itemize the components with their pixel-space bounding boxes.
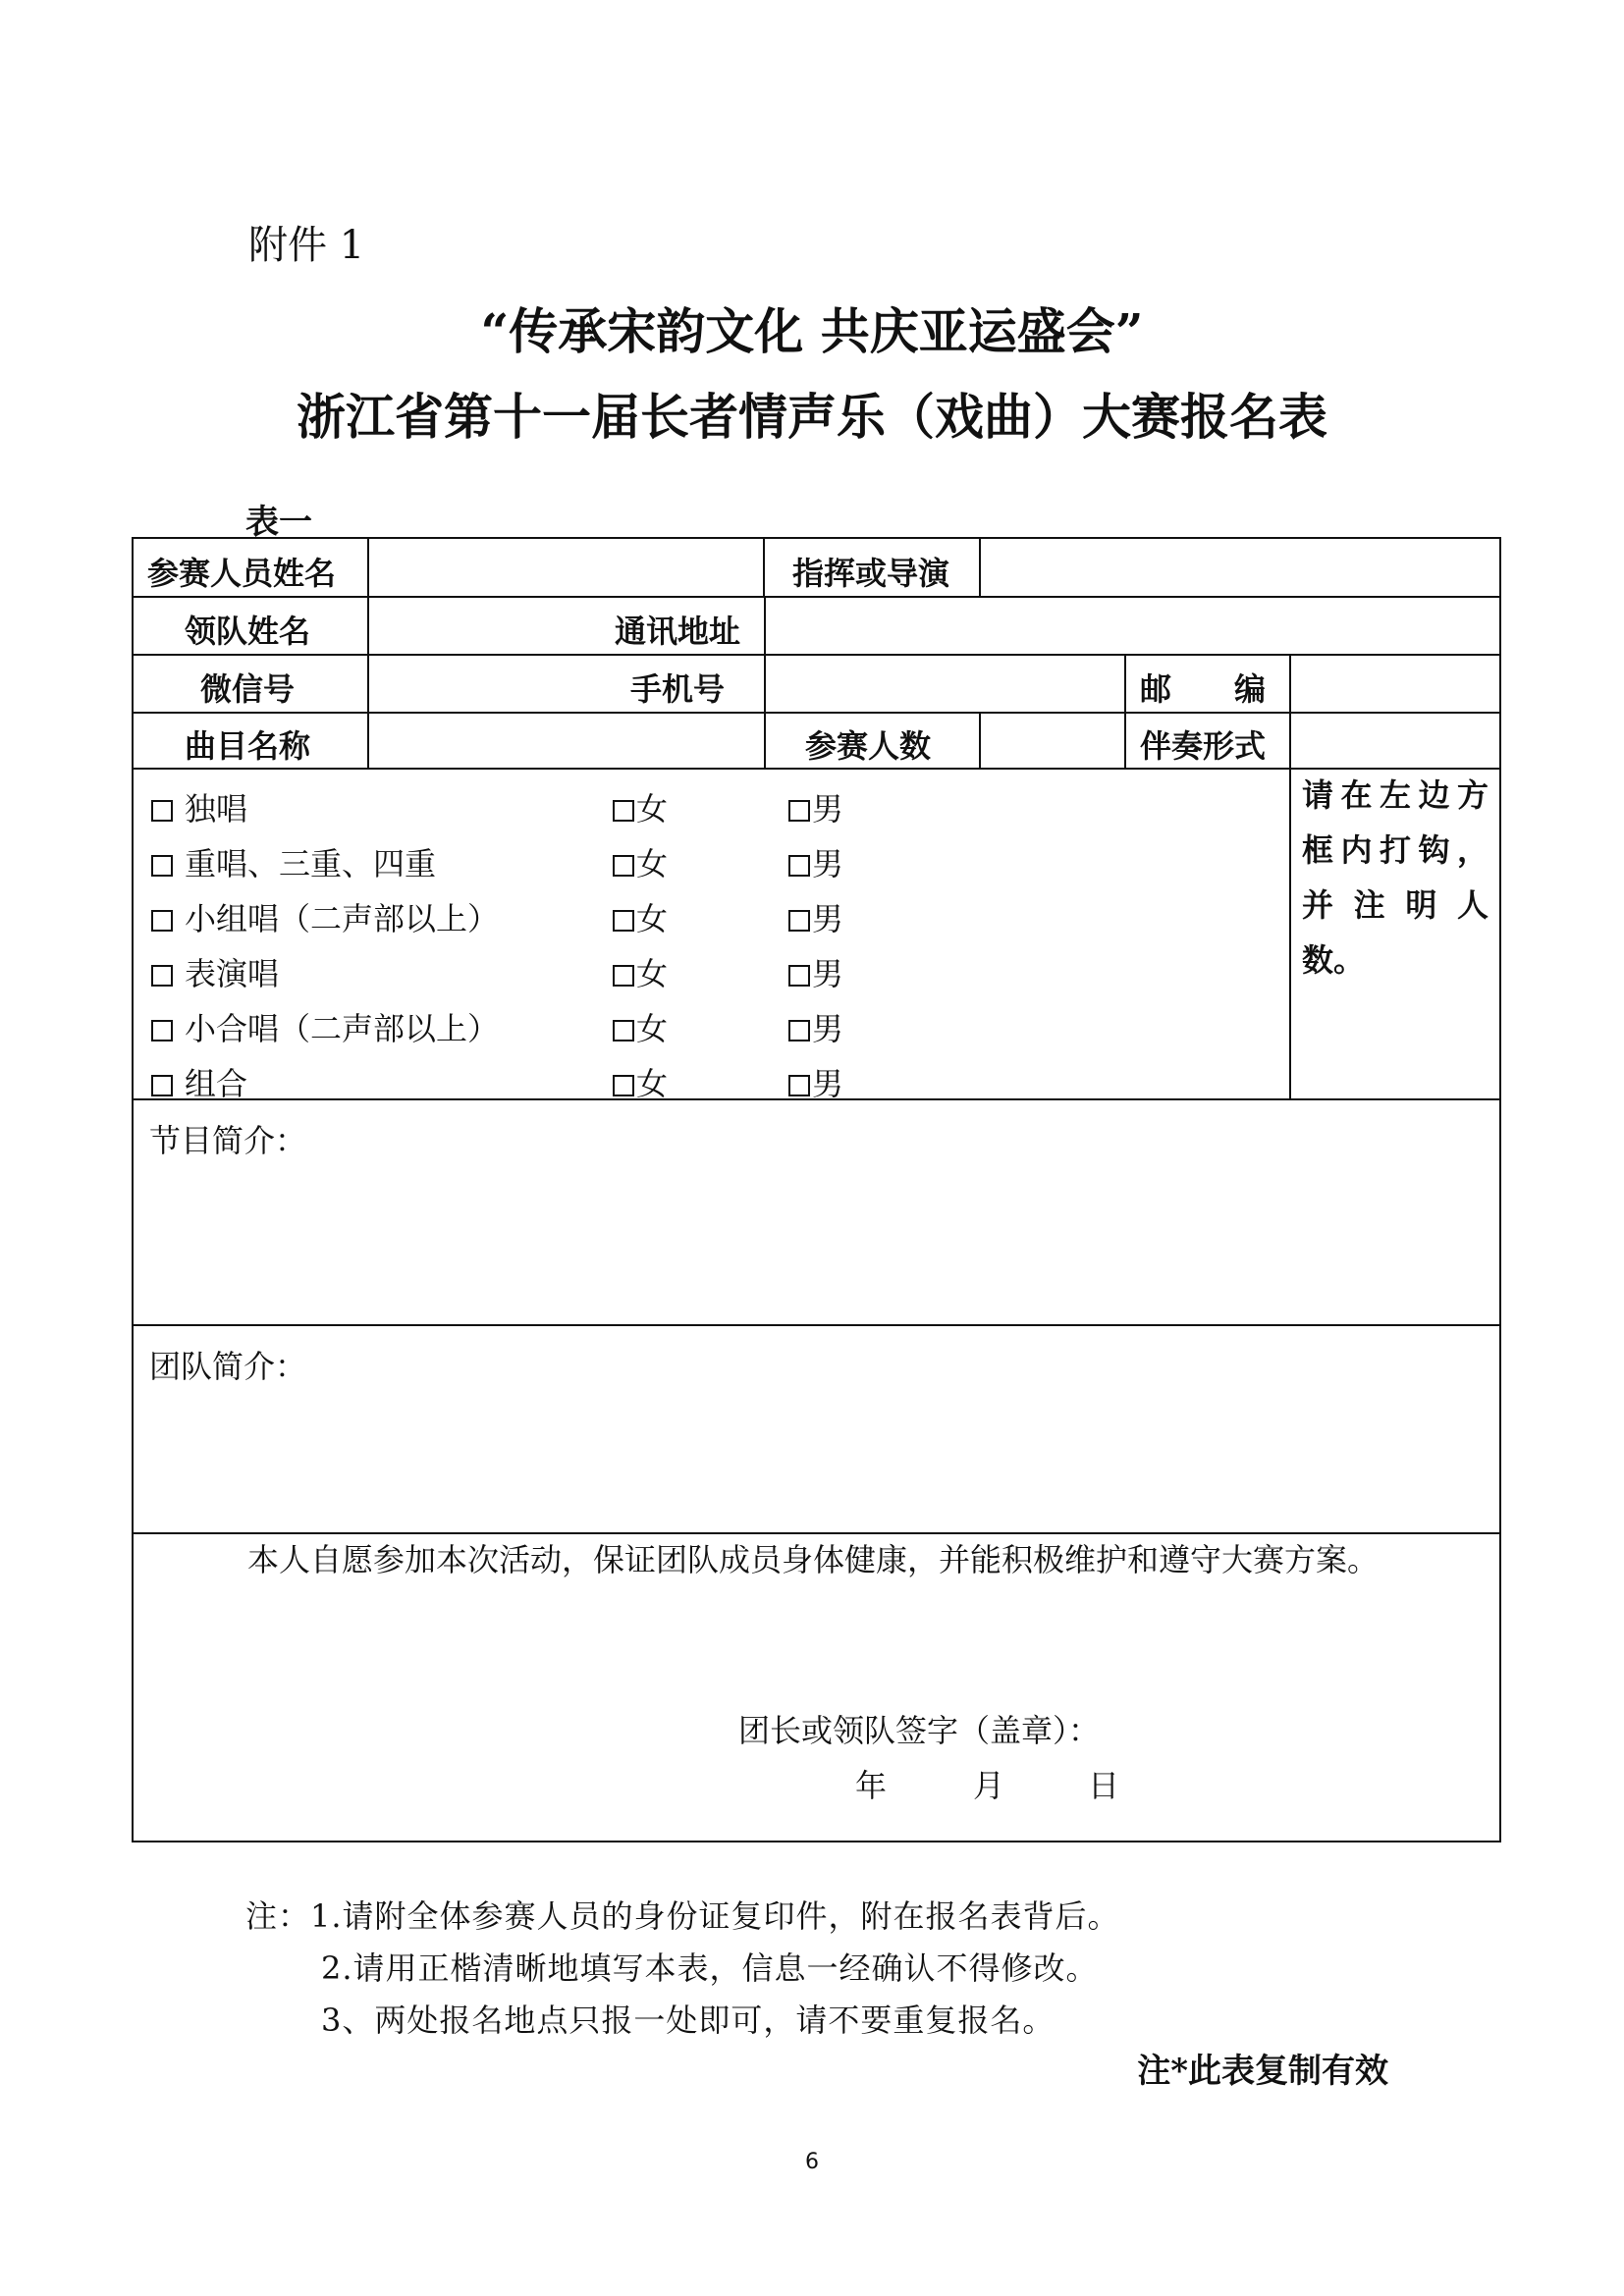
female-label: 女 [636, 1065, 669, 1102]
female-label: 女 [636, 845, 669, 882]
column-divider [1124, 654, 1126, 712]
table-label: 表一 [245, 503, 312, 542]
label-address: 通讯地址 [615, 613, 741, 650]
female-option[interactable] [613, 894, 668, 939]
row-divider [134, 1532, 1499, 1534]
female-label: 女 [636, 955, 669, 992]
male-checkbox[interactable] [788, 965, 810, 987]
female-checkbox[interactable] [613, 800, 634, 822]
team-intro-field[interactable] [134, 1383, 1499, 1530]
male-option[interactable] [788, 1004, 843, 1049]
category-checkbox[interactable] [151, 800, 173, 822]
column-divider [763, 539, 765, 596]
male-checkbox[interactable] [788, 800, 810, 822]
male-label: 男 [812, 1065, 844, 1102]
accompaniment-field[interactable] [1291, 712, 1501, 768]
title-line-1: “传承宋韵文化 共庆亚运盛会” [480, 302, 1144, 360]
category-checkbox[interactable] [151, 910, 173, 932]
page-number: 6 [805, 2150, 819, 2174]
registration-form [132, 537, 1501, 1842]
category-checkbox[interactable] [151, 965, 173, 987]
female-label: 女 [636, 790, 669, 828]
label-leader-name: 领队姓名 [185, 613, 311, 650]
male-option[interactable] [788, 894, 843, 939]
male-label: 男 [812, 845, 844, 882]
category-label: 独唱 [185, 790, 248, 828]
category-label: 组合 [185, 1065, 248, 1102]
category-option[interactable] [151, 894, 499, 939]
category-option[interactable] [151, 1059, 247, 1104]
label-song-title: 曲目名称 [185, 727, 311, 765]
column-divider [1124, 712, 1126, 768]
female-checkbox[interactable] [613, 855, 634, 877]
label-participant-count: 参赛人数 [805, 727, 932, 765]
category-option[interactable] [151, 1004, 499, 1049]
category-option[interactable] [151, 839, 436, 884]
signature-label: 团长或领队签字（盖章）： [738, 1712, 1101, 1749]
label-conductor: 指挥或导演 [792, 555, 950, 592]
category-option[interactable] [151, 949, 279, 994]
female-checkbox[interactable] [613, 910, 634, 932]
song-title-field[interactable] [369, 712, 762, 768]
program-intro-label: 节目简介： [149, 1122, 307, 1159]
row-divider [134, 768, 1499, 770]
male-checkbox[interactable] [788, 855, 810, 877]
date-year: 年 [855, 1767, 888, 1804]
participant-name-field[interactable] [369, 539, 762, 596]
male-option[interactable] [788, 784, 843, 829]
female-option[interactable] [613, 839, 668, 884]
female-checkbox[interactable] [613, 1075, 634, 1096]
date-day: 日 [1088, 1767, 1120, 1804]
male-label: 男 [812, 900, 844, 937]
female-option[interactable] [613, 784, 668, 829]
male-option[interactable] [788, 949, 843, 994]
female-label: 女 [636, 1010, 669, 1047]
label-wechat: 微信号 [200, 670, 296, 708]
category-checkbox[interactable] [151, 855, 173, 877]
note-2: 2.请用正楷清晰地填写本表，信息一经确认不得修改。 [321, 1949, 1099, 1987]
team-intro-label: 团队简介： [149, 1348, 307, 1385]
category-option[interactable] [151, 784, 247, 829]
category-label: 重唱、三重、四重 [185, 845, 437, 882]
title-line-2: 浙江省第十一届长者情声乐（戏曲）大赛报名表 [297, 388, 1327, 446]
label-phone: 手机号 [630, 670, 726, 708]
female-label: 女 [636, 900, 669, 937]
date-month: 月 [973, 1767, 1005, 1804]
category-label: 表演唱 [185, 955, 280, 992]
options-instruction: 请在左边方框内打钩，并注明人数。 [1302, 776, 1489, 979]
copy-valid-note: 注*此表复制有效 [1137, 2052, 1388, 2091]
male-checkbox[interactable] [788, 1075, 810, 1096]
category-label: 小组唱（二声部以上） [185, 900, 500, 937]
male-label: 男 [812, 1010, 844, 1047]
male-checkbox[interactable] [788, 1020, 810, 1041]
conductor-field[interactable] [981, 539, 1501, 596]
category-label: 小合唱（二声部以上） [185, 1010, 500, 1047]
category-checkbox[interactable] [151, 1075, 173, 1096]
female-checkbox[interactable] [613, 965, 634, 987]
female-option[interactable] [613, 949, 668, 994]
female-checkbox[interactable] [613, 1020, 634, 1041]
label-accompaniment: 伴奏形式 [1140, 727, 1267, 765]
pledge-statement: 本人自愿参加本次活动，保证团队成员身体健康，并能积极维护和遵守大赛方案。 [247, 1541, 1380, 1578]
male-option[interactable] [788, 1059, 843, 1104]
label-postcode: 邮 编 [1140, 670, 1267, 708]
column-divider [764, 712, 766, 768]
male-label: 男 [812, 955, 844, 992]
attachment-label: 附件 1 [248, 223, 365, 268]
address-field[interactable] [766, 596, 1501, 654]
participant-count-field[interactable] [981, 712, 1122, 768]
male-label: 男 [812, 790, 844, 828]
program-intro-field[interactable] [134, 1157, 1499, 1322]
column-divider [1289, 768, 1291, 1098]
label-participant-name: 参赛人员姓名 [147, 555, 337, 592]
note-1: 注：1.请附全体参赛人员的身份证复印件，附在报名表背后。 [245, 1897, 1120, 1935]
female-option[interactable] [613, 1059, 668, 1104]
category-checkbox[interactable] [151, 1020, 173, 1041]
postcode-field[interactable] [1291, 654, 1501, 712]
note-3: 3、两处报名地点只报一处即可，请不要重复报名。 [321, 2002, 1056, 2039]
row-divider [134, 1324, 1499, 1326]
female-option[interactable] [613, 1004, 668, 1049]
male-option[interactable] [788, 839, 843, 884]
phone-field[interactable] [766, 654, 1122, 712]
male-checkbox[interactable] [788, 910, 810, 932]
